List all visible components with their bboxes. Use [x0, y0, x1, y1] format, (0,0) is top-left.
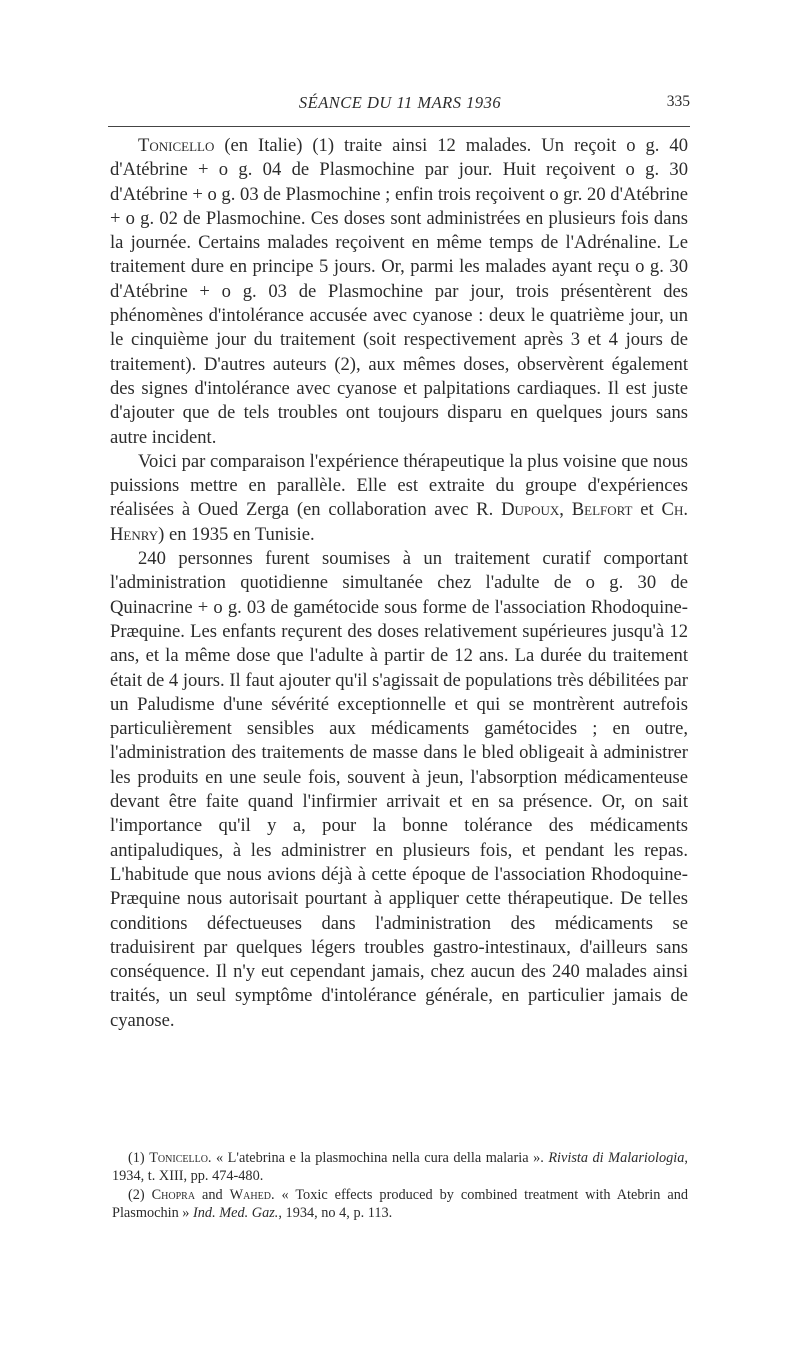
- journal-title: Rivista di Malariologia: [548, 1150, 685, 1166]
- footnote-text: and: [195, 1186, 230, 1203]
- running-title: SÉANCE DU 11 MARS 1936: [298, 93, 502, 112]
- footnote-marker: (1): [128, 1150, 150, 1166]
- footnote-author: Wahed: [229, 1186, 271, 1203]
- running-head: [110, 93, 690, 117]
- page-number: 335: [666, 93, 690, 110]
- body-text: [110, 134, 688, 1033]
- footnote-author: Tonicello: [149, 1150, 208, 1166]
- footnote-text: . « Toxic effects produced by combined treatment with Atebrin and Plasmochin »: [112, 1186, 688, 1221]
- footnote-2: [112, 1186, 688, 1223]
- paragraph-text: 240 personnes furent soumises à un traitement curatif comportant l'administration quotidienne simultanée chez l'adulte de o g. 30 de Quinacrine + o g. 03 de gamétocide sous forme de l'association Rhodoquine-Præquine. Les enfants reçurent des doses relativement supérieures jusqu'à 12 ans, et la même dose que l'adulte à partir de 12 ans. La durée du traitement était de 4 jours. Il faut ajouter qu'il s'agissait de populations très débilitées par un Paludisme d'une sévérité exceptionnelle et qui se montrèrent autrefois particulièrement sensibles aux médicaments gamétocides ; en outre, l'administration des traitements de masse dans le bled obligeait à administrer les produits en une seule fois, souvent à jeun, l'absorption médicamenteuse devant être faite quand l'infirmier arrivait et en sa présence. Or, on sait l'importance qu'il y a, pour la bonne tolérance des médicaments antipaludiques, à les administrer en plusieurs fois, et pendant les repas. L'habitude que nous avions déjà à cette époque de l'association Rhodoquine-Præquine nous autorisait pourtant à appliquer cette thérapeutique. De telles conditions défectueuses dans l'administration des médicaments se traduisirent par quelques légers troubles gastro-intestinaux, d'ailleurs sans conséquence. Il n'y eut cependant jamais, chez aucun des 240 malades ainsi traités, un seul symptôme d'intolérance générale, en particulier jamais de cyanose.: [110, 548, 688, 1031]
- header-rule: [108, 126, 690, 127]
- footnote-text: . « L'atebrina e la plasmochina nella cura della malaria ».: [207, 1150, 549, 1166]
- collaborator-name: Ch. Henry: [110, 499, 688, 545]
- journal-title: Ind. Med. Gaz.: [193, 1204, 279, 1221]
- footnote-text: , 1934, t. XIII, pp. 474-480.: [112, 1150, 688, 1185]
- footnote-marker: (2): [128, 1186, 152, 1203]
- collaborator-name: Dupoux: [501, 499, 560, 521]
- footnotes: [112, 1149, 688, 1222]
- paragraph-text: ) en 1935 en Tunisie.: [158, 523, 315, 545]
- collaborator-name: Belfort: [571, 499, 633, 521]
- paragraph-comparison: [110, 450, 688, 547]
- footnote-text: , 1934, no 4, p. 113.: [278, 1204, 393, 1221]
- paragraph-oued-zerga-results: [110, 547, 688, 1033]
- author-name: Tonicello: [138, 135, 215, 156]
- paragraph-text: Voici par comparaison l'expérience thérapeutique la plus voisine que nous puissions mettre en parallèle. Elle est extraite du groupe d'expériences réalisées à Oued Zerga (en collaboration avec R.: [110, 450, 688, 521]
- separator: et: [632, 499, 662, 521]
- separator: ,: [559, 499, 572, 521]
- paragraph-tonicello: [110, 134, 688, 450]
- paragraph-text: (en Italie) (1) traite ainsi 12 malades. Un reçoit o g. 40 d'Atébrine + o g. 04 de Plasmochine par jour. Huit reçoivent o g. 30 d'Atébrine + o g. 03 de Plasmochine ; enfin trois reçoivent o gr. 20 d'Atébrine + o g. 02 de Plasmochine. Ces doses sont administrées en plusieurs fois dans la journée. Certains malades reçoivent en même temps de l'Adrénaline. Le traitement dure en principe 5 jours. Or, parmi les malades ayant reçu o g. 30 d'Atébrine + o g. 03 de Plasmochine par jour, trois présentèrent des phénomènes d'intolérance accusée avec cyanose : deux le quatrième jour, un le cinquième jour du traitement (soit respectivement après 3 et 4 jours de traitement). D'autres auteurs (2), aux mêmes doses, observèrent également des signes d'intolérance avec cyanose et palpitations cardiaques. Il est juste d'ajouter que de tels troubles ont toujours disparu en quelques jours sans autre incident.: [110, 135, 688, 448]
- footnote-1: [112, 1149, 688, 1186]
- footnote-author: Chopra: [151, 1186, 196, 1203]
